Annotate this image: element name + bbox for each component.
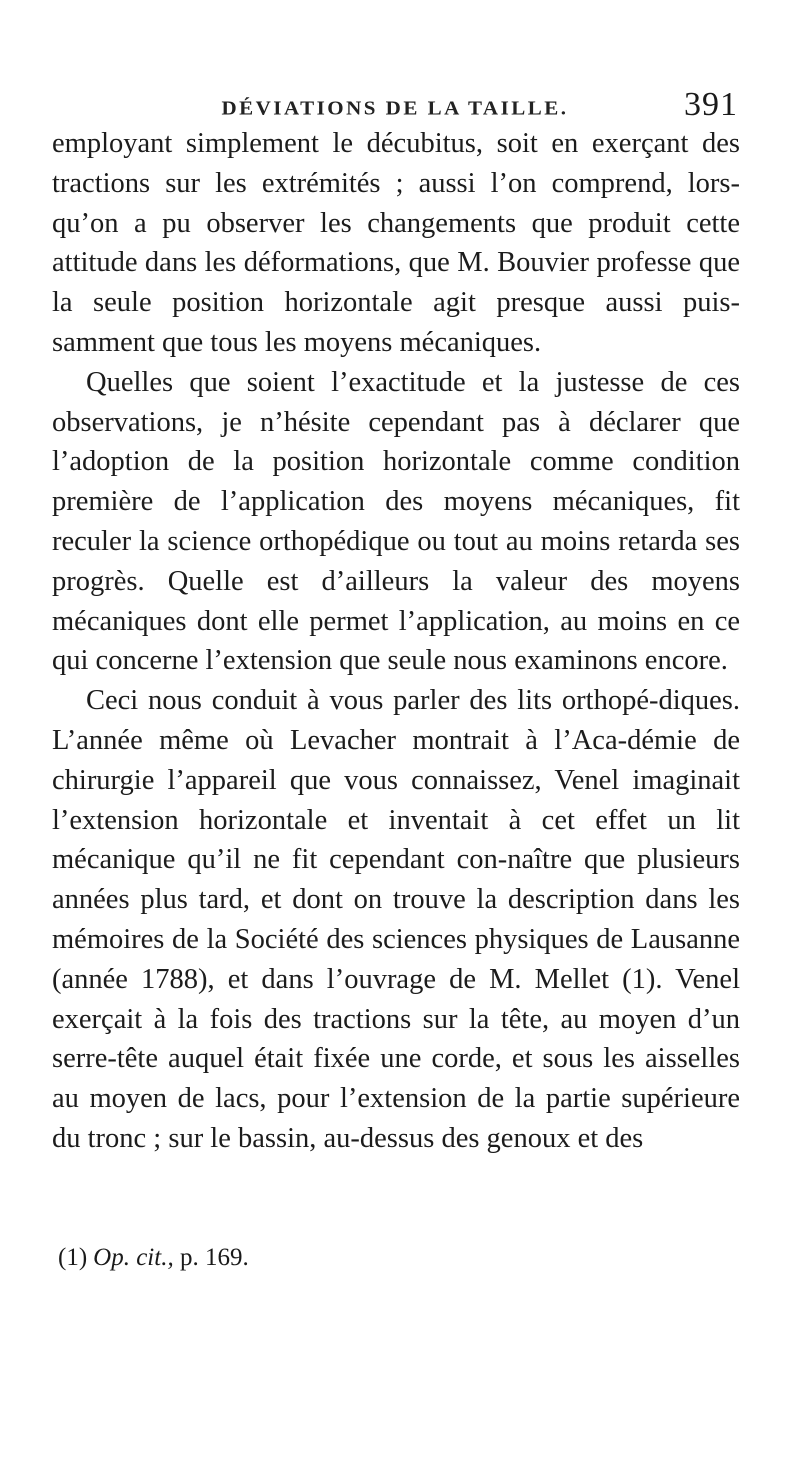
running-head (52, 86, 738, 126)
paragraph-continuation: employant simplement le décubitus, soit en exerçant des tractions sur les extrémités ; aussi l’on comprend, lors-qu’on a pu observer les changements que produit cette attitude dans les déformations, que M. Bouvier professe que la seule position horizontale agit presque aussi puis-samment que tous les moyens mécaniques. (52, 128, 740, 358)
footnote-page: p. 169. (179, 1244, 249, 1271)
footnote-reference: Op. cit., (93, 1244, 174, 1271)
running-title: DÉVIATIONS DE LA TAILLE. (221, 96, 569, 120)
paragraph: Ceci nous conduit à vous parler des lits orthopé-diques. L’année même où Levacher montrait à l’Aca-démie de chirurgie l’appareil que vous connaissez, Venel imaginait l’extension horizontale et inventait à cet effet un lit mécanique qu’il ne fit cependant con-naître que plusieurs années plus tard, et dont on trouve la description dans les mémoires de la Société des sciences physiques de Lausanne (année 1788), et dans l’ouvrage de M. Mellet (1). Venel exerçait à la fois des tractions sur la tête, au moyen d’un serre-tête auquel était fixée une corde, et sous les aisselles au moyen de lacs, pour l’extension de la partie supérieure du tronc ; sur le bassin, au-dessus des genoux et des (52, 685, 740, 1154)
page-number: 391 (684, 86, 738, 123)
footnote-mark: (1) (58, 1244, 88, 1271)
paragraph: Quelles que soient l’exactitude et la justesse de ces observations, je n’hésite cependant pas à déclarer que l’adoption de la position horizontale comme condition première de l’application des moyens mécaniques, fit reculer la science orthopédique ou tout au moins retarda ses progrès. Quelle est d’ailleurs la valeur des moyens mécaniques dont elle permet l’application, au moins en ce qui concerne l’extension que seule nous examinons encore. (52, 366, 740, 677)
body-text (52, 124, 740, 1159)
footnote (58, 1242, 249, 1274)
